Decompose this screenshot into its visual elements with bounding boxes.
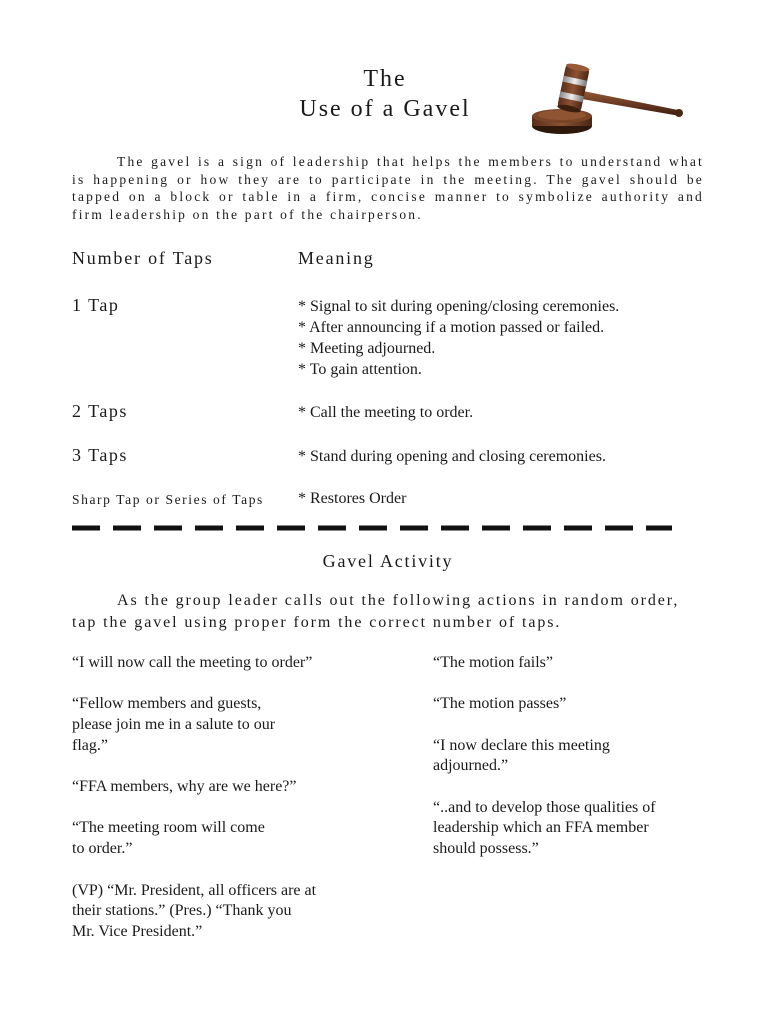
meaning-item: * To gain attention. — [298, 361, 422, 378]
gavel-icon — [528, 60, 688, 140]
meaning-item: * Meeting adjourned. — [298, 340, 436, 357]
quote-item: “The meeting room will come to order.” — [72, 819, 265, 858]
meaning-list-4 — [298, 488, 406, 509]
meaning-item: * Call the meeting to order. — [298, 404, 474, 421]
quote-item: “The motion passes” — [433, 695, 567, 713]
meaning-item: * After announcing if a motion passed or failed. — [298, 319, 605, 336]
quote-item: “FFA members, why are we here?” — [72, 778, 297, 796]
tap-label-3: 3 Taps — [72, 445, 128, 465]
meaning-item: * Restores Order — [298, 490, 407, 507]
tap-label-1: 1 Tap — [72, 295, 120, 315]
quotes-left-column — [72, 653, 392, 963]
header-number-of-taps: Number of Taps — [72, 248, 214, 268]
meaning-list-2 — [298, 402, 473, 423]
activity-title: Gavel Activity — [322, 551, 454, 571]
tap-label-2: 2 Taps — [72, 401, 128, 421]
meaning-list-1 — [298, 296, 619, 380]
quote-item: “..and to develop those qualities of leadership which an FFA member should possess.” — [433, 798, 656, 858]
title-line-2: Use of a Gavel — [299, 96, 471, 122]
quote-item: “The motion fails” — [433, 654, 553, 671]
quotes-right-column — [433, 653, 733, 881]
header-meaning: Meaning — [298, 248, 375, 268]
dashed-separator — [72, 525, 672, 531]
quote-item: “I now declare this meeting adjourned.” — [433, 736, 610, 775]
meaning-item: * Stand during opening and closing ceremonies. — [298, 448, 606, 465]
meaning-item: * Signal to sit during opening/closing ceremonies. — [298, 298, 620, 315]
quote-item: “I will now call the meeting to order” — [72, 654, 313, 671]
quote-item: (VP) “Mr. President, all officers are at their stations.” (Pres.) “Thank you Mr. Vice President.” — [72, 881, 317, 941]
quote-item: “Fellow members and guests, please join me in a salute to our flag.” — [72, 695, 276, 754]
tap-label-4: Sharp Tap or Series of Taps — [72, 492, 264, 507]
title-line-1: The — [363, 66, 407, 92]
intro-paragraph: The gavel is a sign of leadership that helps the members to understand what is happening or how they are to participate in the meeting. The gavel should be tapped on a block or table in a firm, concise manner to symbolize authority and firm leadership on the part of the chairperson. — [72, 154, 704, 222]
page-title — [260, 64, 510, 124]
meaning-list-3 — [298, 446, 606, 467]
activity-instructions: As the group leader calls out the following actions in random order, tap the gavel using proper form the correct number of taps. — [72, 592, 680, 631]
